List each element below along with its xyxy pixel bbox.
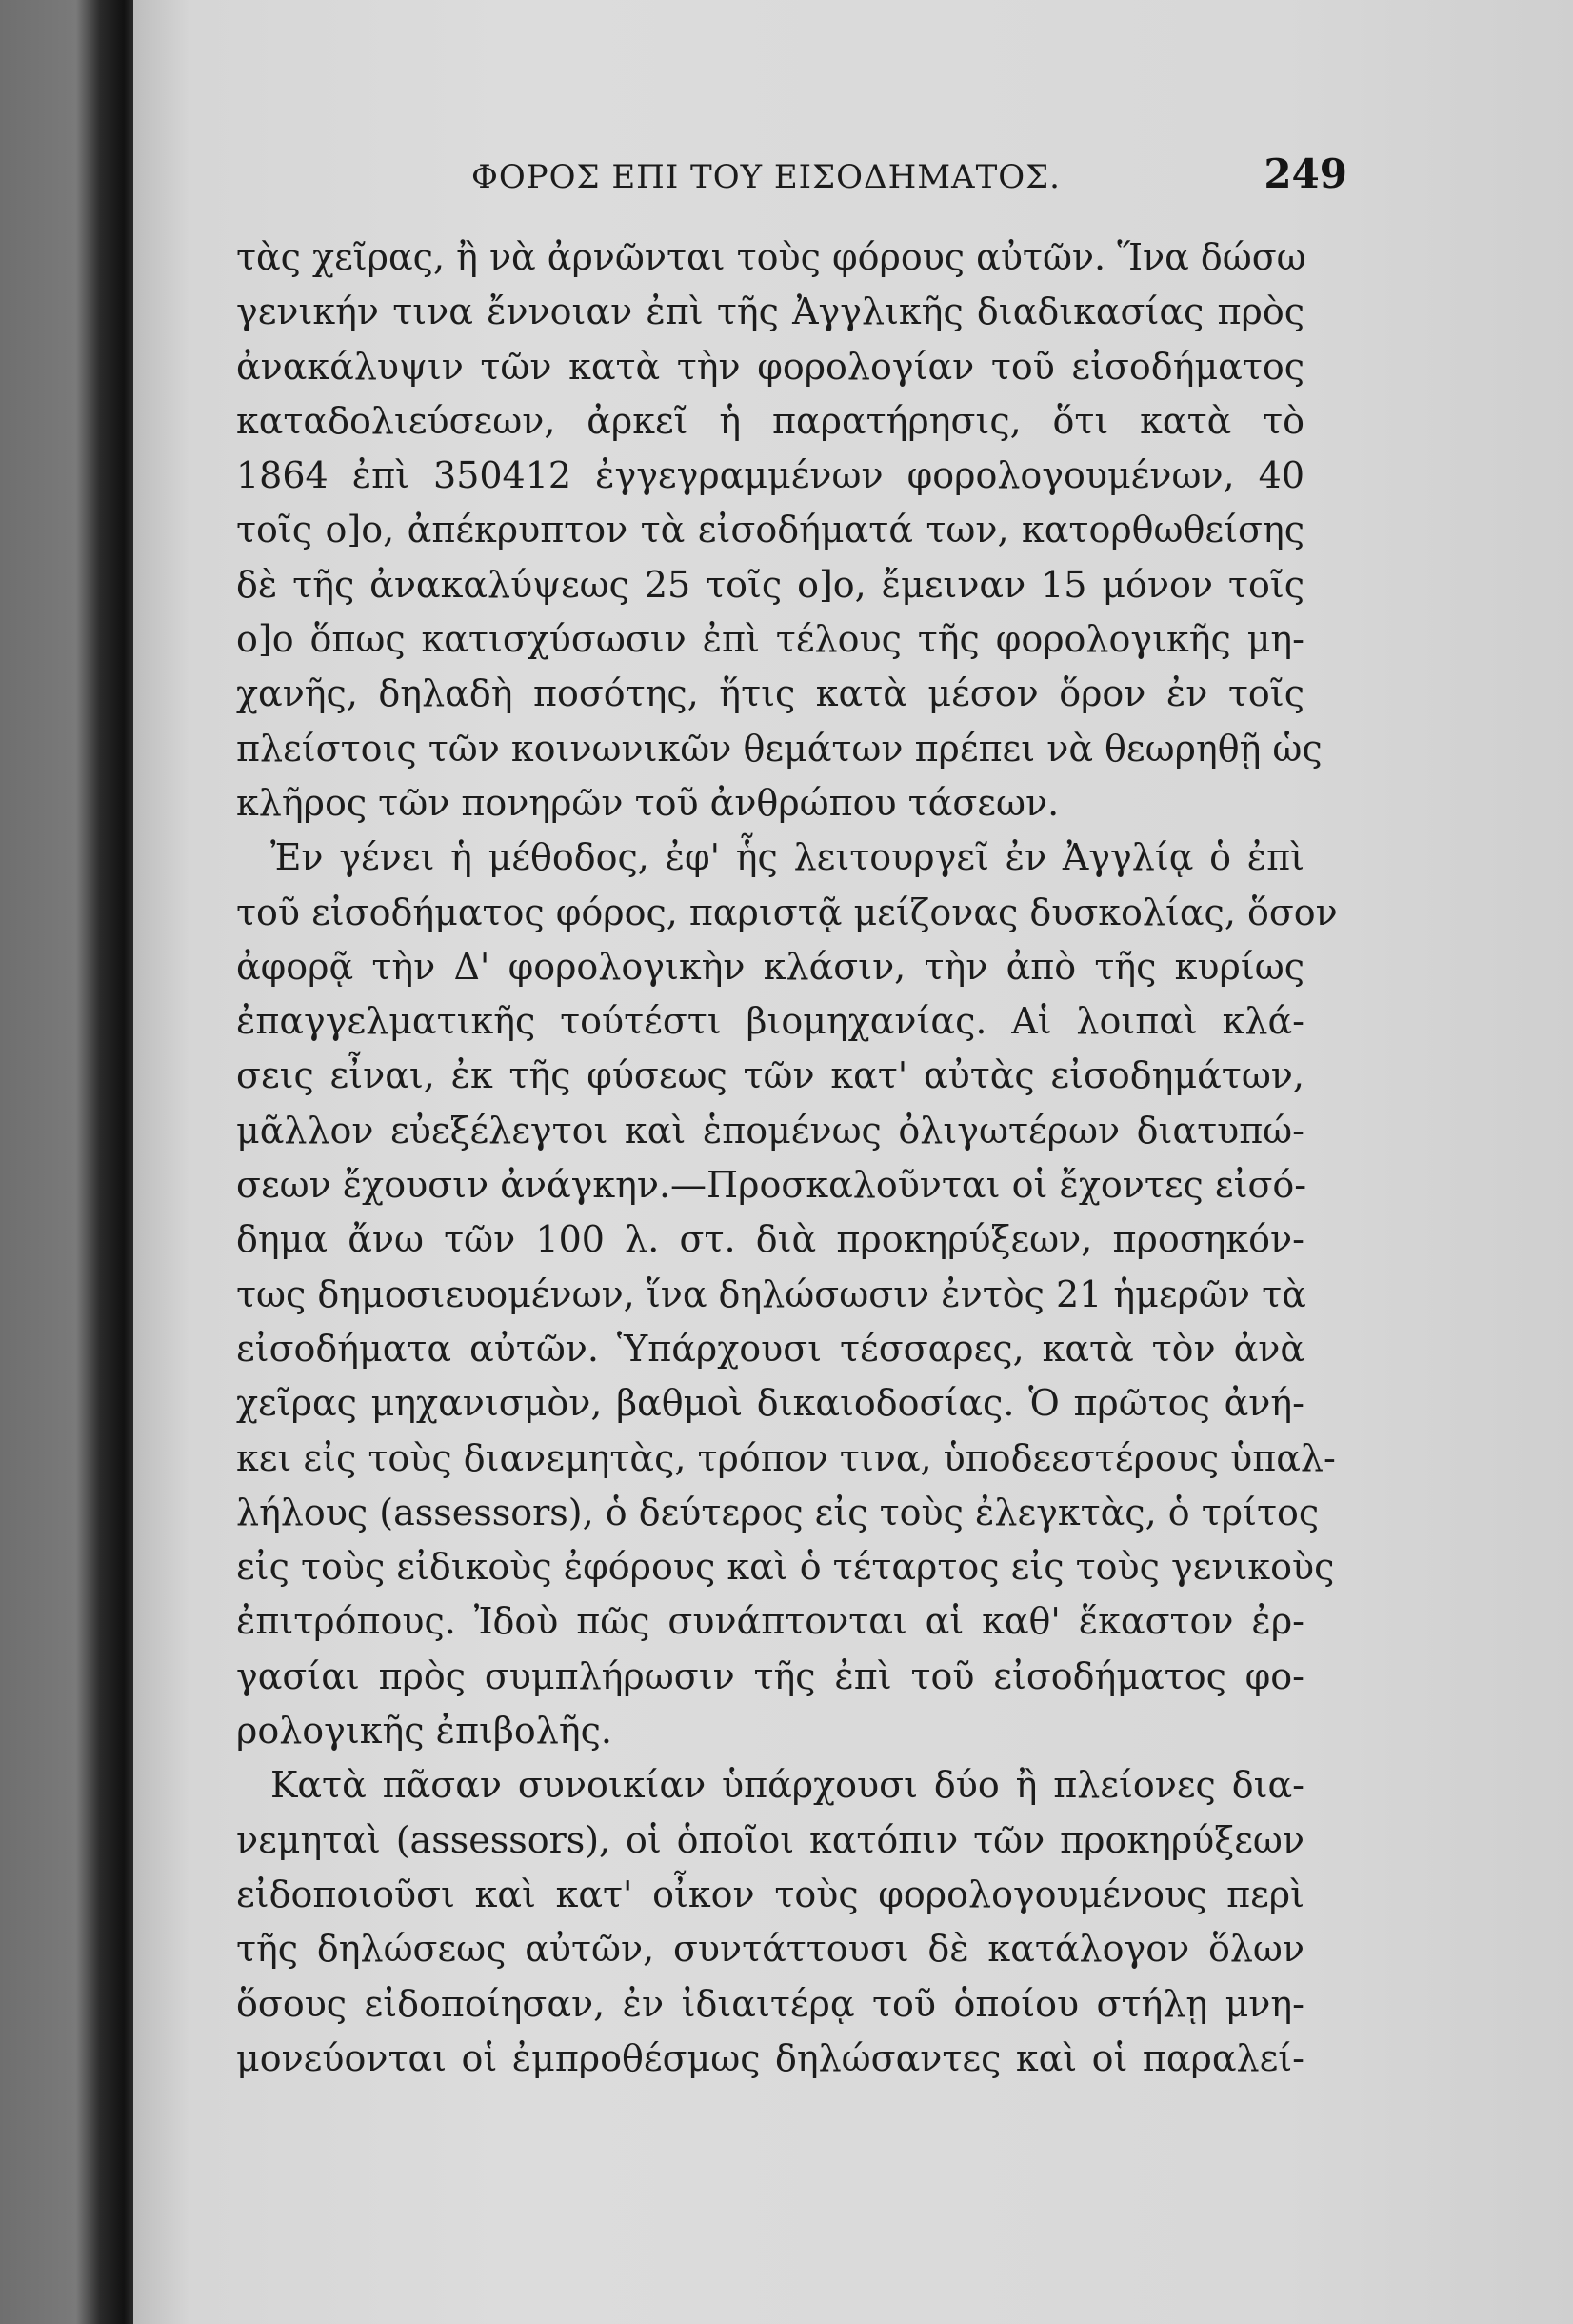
text-line: 1864 ἐπὶ 350412 ἐγγεγραμμένων φορολογουμένων, 40 xyxy=(236,454,1304,497)
text-line: καταδολιεύσεων, ἀρκεῖ ἡ παρατήρησις, ὅτι κατὰ τὸ xyxy=(236,399,1304,442)
text-line: τὰς χεῖρας, ἢ νὰ ἀρνῶνται τοὺς φόρους αὐτῶν. Ἵνα δώσω xyxy=(236,236,1306,278)
text-line: σεις εἶναι, ἐκ τῆς φύσεως τῶν κατ' αὐτὰς εἰσοδημάτων, xyxy=(236,1054,1304,1097)
text-line: ρολογικῆς ἐπιβολῆς. xyxy=(236,1710,612,1753)
text-line: γενικήν τινα ἔννοιαν ἐπὶ τῆς Ἀγγλικῆς διαδικασίας πρὸς xyxy=(236,290,1304,333)
text-line: κει εἰς τοὺς διανεμητὰς, τρόπον τινα, ὑποδεεστέρους ὑπαλ- xyxy=(236,1436,1336,1479)
text-line: τοῖς ο]ο, ἀπέκρυπτον τὰ εἰσοδήματά των, κατορθωθείσης xyxy=(236,509,1304,551)
text-line: κλῆρος τῶν πονηρῶν τοῦ ἀνθρώπου τάσεων. xyxy=(236,781,1060,824)
text-line: ὅσους εἰδοποίησαν, ἐν ἰδιαιτέρᾳ τοῦ ὁποίου στήλῃ μνη- xyxy=(236,1982,1304,2025)
text-line: εἰσοδήματα αὐτῶν. Ὑπάρχουσι τέσσαρες, κατὰ τὸν ἀνὰ xyxy=(236,1327,1304,1370)
text-line: μονεύονται οἱ ἐμπροθέσμως δηλώσαντες καὶ οἱ παραλεί- xyxy=(236,2036,1304,2079)
text-line: δημα ἄνω τῶν 100 λ. στ. διὰ προκηρύξεων, προσηκόν- xyxy=(236,1218,1304,1261)
text-line: λήλους (assessors), ὁ δεύτερος εἰς τοὺς ἐλεγκτὰς, ὁ τρίτος xyxy=(236,1491,1320,1533)
text-line: ἀνακάλυψιν τῶν κατὰ τὴν φορολογίαν τοῦ εἰσοδήματος xyxy=(236,345,1304,388)
text-line: τως δημοσιευομένων, ἵνα δηλώσωσιν ἐντὸς 21 ἡμερῶν τὰ xyxy=(236,1272,1306,1315)
page-number: 249 xyxy=(1264,150,1347,197)
text-line: εἰδοποιοῦσι καὶ κατ' οἶκον τοὺς φορολογουμένους περὶ xyxy=(236,1873,1304,1915)
text-line: Κατὰ πᾶσαν συνοικίαν ὑπάρχουσι δύο ἢ πλείονες δια- xyxy=(270,1764,1304,1807)
book-gutter xyxy=(0,0,133,2324)
text-line: χεῖρας μηχανισμὸν, βαθμοὶ δικαιοδοσίας. Ὁ πρῶτος ἀνή- xyxy=(236,1382,1304,1425)
text-line: δὲ τῆς ἀνακαλύψεως 25 τοῖς ο]ο, ἔμειναν 15 μόνον τοῖς xyxy=(236,563,1304,606)
text-line: εἰς τοὺς εἰδικοὺς ἐφόρους καὶ ὁ τέταρτος εἰς τοὺς γενικοὺς xyxy=(236,1546,1335,1589)
text-line: σεων ἔχουσιν ἀνάγκην.—Προσκαλοῦνται οἱ ἔχοντες εἰσό- xyxy=(236,1164,1307,1207)
body-text xyxy=(236,230,1338,2086)
text-line: τῆς δηλώσεως αὐτῶν, συντάττουσι δὲ κατάλογον ὅλων xyxy=(236,1928,1304,1971)
text-line: γασίαι πρὸς συμπλήρωσιν τῆς ἐπὶ τοῦ εἰσοδήματος φο- xyxy=(236,1654,1304,1697)
text-line: Ἐν γένει ἡ μέθοδος, ἐφ' ἧς λειτουργεῖ ἐν Ἀγγλίᾳ ὁ ἐπὶ xyxy=(270,836,1304,879)
text-line: ἀφορᾷ τὴν Δ' φορολογικὴν κλάσιν, τὴν ἀπὸ τῆς κυρίως xyxy=(236,945,1304,988)
text-line: μᾶλλον εὐεξέλεγτοι καὶ ἑπομένως ὀλιγωτέρων διατυπώ- xyxy=(236,1109,1304,1152)
text-line: πλείστοις τῶν κοινωνικῶν θεμάτων πρέπει νὰ θεωρηθῇ ὡς xyxy=(236,727,1323,770)
running-title: ΦΟΡΟΣ ΕΠΙ ΤΟΥ ΕΙΣΟΔΗΜΑΤΟΣ. xyxy=(471,158,1061,196)
text-line: ο]ο ὅπως κατισχύσωσιν ἐπὶ τέλους τῆς φορολογικῆς μη- xyxy=(236,618,1304,661)
page-header xyxy=(338,150,1347,208)
text-line: τοῦ εἰσοδήματος φόρος, παριστᾷ μείζονας δυσκολίας, ὅσον xyxy=(236,891,1338,933)
text-line: ἐπαγγελματικῆς τούτέστι βιομηχανίας. Αἱ λοιπαὶ κλά- xyxy=(236,1000,1304,1043)
text-line: νεμηταὶ (assessors), οἱ ὁποῖοι κατόπιν τῶν προκηρύξεων xyxy=(236,1818,1304,1861)
text-line: χανῆς, δηλαδὴ ποσότης, ἥτις κατὰ μέσον ὅρον ἐν τοῖς xyxy=(236,672,1304,715)
text-line: ἐπιτρόπους. Ἰδοὺ πῶς συνάπτονται αἱ καθ' ἕκαστον ἐρ- xyxy=(236,1600,1304,1643)
